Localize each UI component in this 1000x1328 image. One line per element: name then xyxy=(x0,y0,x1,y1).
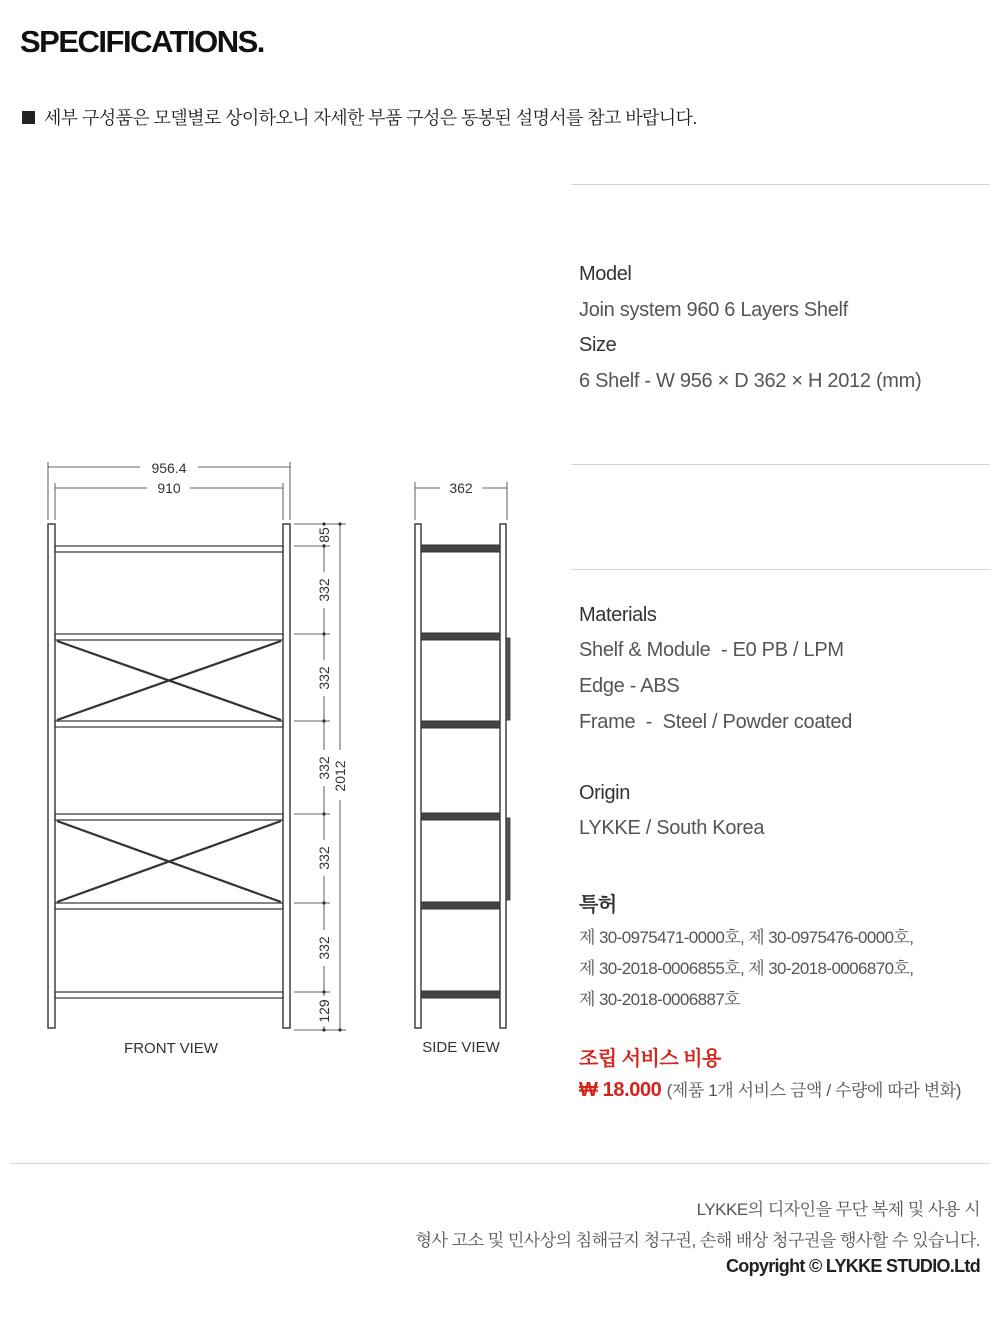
dim-seg-3: 332 xyxy=(316,666,332,690)
origin-label: Origin xyxy=(579,782,630,804)
side-view xyxy=(415,482,510,1028)
materials-item: Frame - Steel / Powder coated xyxy=(579,711,853,733)
notice xyxy=(22,104,697,130)
shelf-drawing xyxy=(0,440,560,1070)
dim-height-total: 2012 xyxy=(332,760,348,792)
materials-item: Edge - ABS xyxy=(579,675,680,697)
dim-seg-1: 85 xyxy=(316,527,332,543)
materials-label: Materials xyxy=(579,604,657,626)
service-label: 조립 서비스 비용 xyxy=(579,1048,721,1070)
origin-value: LYKKE / South Korea xyxy=(579,817,765,839)
copyright: Copyright © LYKKE STUDIO.Ltd xyxy=(726,1256,980,1276)
patent-label: 특허 xyxy=(579,894,617,916)
size-label: Size xyxy=(579,334,617,356)
dim-seg-6: 332 xyxy=(316,936,332,960)
materials-item: Shelf & Module - E0 PB / LPM xyxy=(579,639,844,661)
model-label: Model xyxy=(579,263,632,285)
dim-width-inner: 910 xyxy=(157,480,181,496)
dim-seg-4: 332 xyxy=(316,756,332,780)
patent-line: 제 30-2018-0006855호, 제 30-2018-0006870호, xyxy=(579,959,914,978)
divider xyxy=(571,184,990,185)
front-view-label: FRONT VIEW xyxy=(124,1040,218,1057)
footer-line-2: 형사 고소 및 민사상의 침해금지 청구권, 손해 배상 청구권을 행사할 수 있습니다. xyxy=(415,1231,980,1250)
page-title: SPECIFICATIONS. xyxy=(20,24,264,59)
model-value: Join system 960 6 Layers Shelf xyxy=(579,299,848,321)
footer-divider xyxy=(10,1163,990,1164)
dim-width-outer: 956.4 xyxy=(151,460,187,476)
patent-line: 제 30-2018-0006887호 xyxy=(579,990,740,1009)
square-bullet-icon xyxy=(22,111,35,124)
notice-text: 세부 구성품은 모델별로 상이하오니 자세한 부품 구성은 동봉된 설명서를 참고 바랍니다. xyxy=(44,108,697,128)
side-view-label: SIDE VIEW xyxy=(422,1039,500,1056)
size-value: 6 Shelf - W 956 × D 362 × H 2012 (mm) xyxy=(579,370,922,392)
dim-seg-2: 332 xyxy=(316,578,332,602)
footer-line-1: LYKKE의 디자인을 무단 복제 및 사용 시 xyxy=(696,1200,980,1219)
divider xyxy=(571,569,990,570)
service-price: ₩ 18.000 xyxy=(579,1079,662,1101)
service-note: (제품 1개 서비스 금액 / 수량에 따라 변화) xyxy=(666,1081,962,1100)
dim-side-depth: 362 xyxy=(449,480,473,496)
patent-line: 제 30-0975471-0000호, 제 30-0975476-0000호, xyxy=(579,928,914,947)
divider xyxy=(571,464,990,465)
dim-seg-7: 129 xyxy=(316,999,332,1023)
front-view xyxy=(48,462,346,1030)
dim-seg-5: 332 xyxy=(316,846,332,870)
service-price-row xyxy=(579,1076,961,1102)
